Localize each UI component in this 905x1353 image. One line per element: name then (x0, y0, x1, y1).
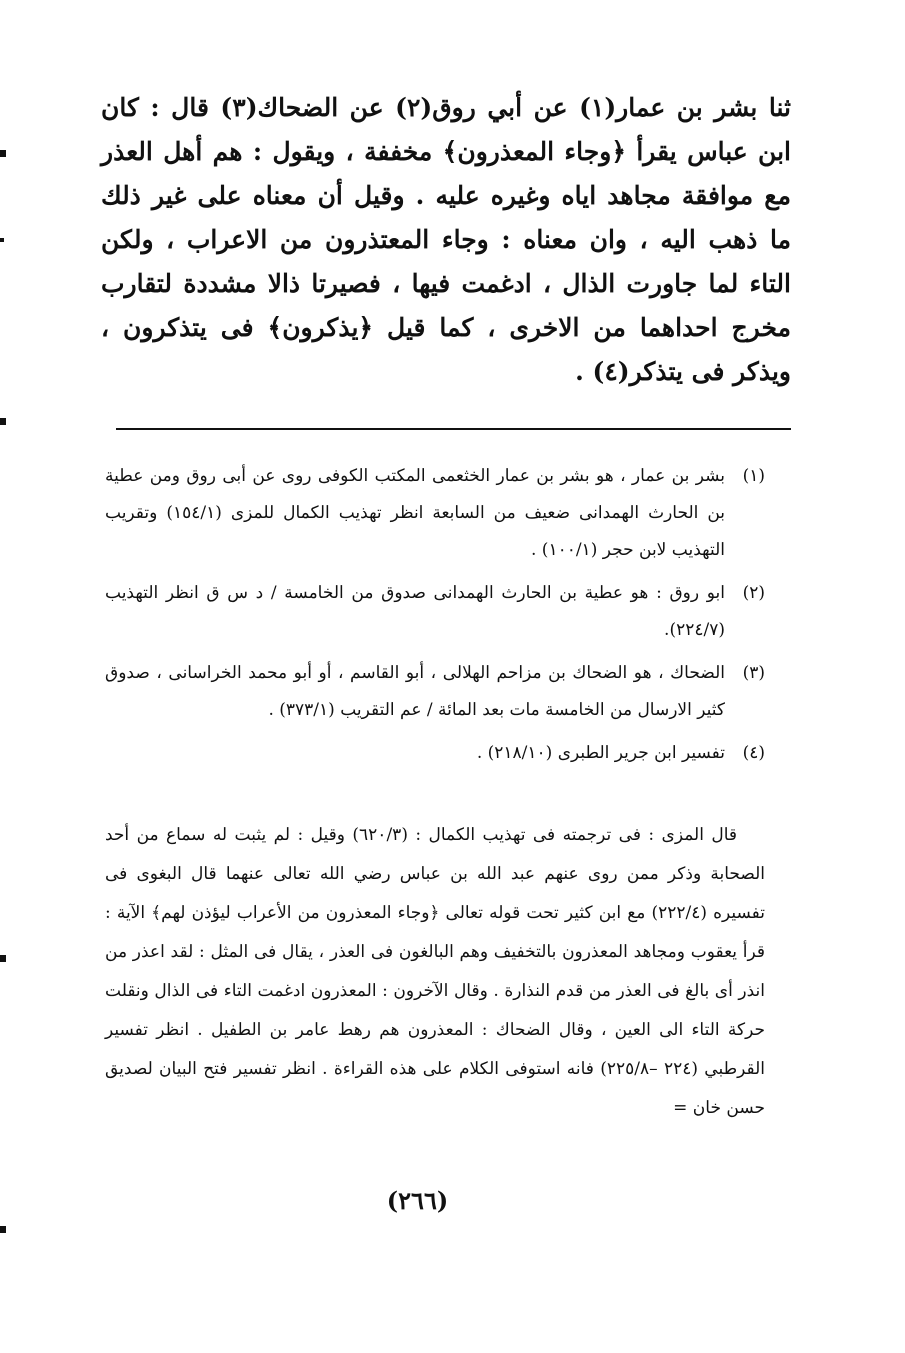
margin-mark (0, 1226, 6, 1233)
footnote-text: ابو روق : هو عطية بن الحارث الهمدانى صدوق من الخامسة / د س ق انظر التهذيب (٢٢٤/٧). (105, 583, 725, 640)
footnote-divider (116, 428, 791, 430)
footnote-number: (٢) (742, 583, 765, 603)
commentary-text: قال المزى : فى ترجمته فى تهذيب الكمال : (٦٢٠/٣) وقيل : لم يثبت له سماع من أحد الصحابة وذكر ممن روى عنهم عبد الله بن عباس رضي الله تعالى عنهما قال البغوى فى تفسيره (٢٢٢/٤) مع ابن كثير تحت قوله تعالى ﴿وجاء المعذرون من الأعراب ليؤذن لهم﴾ الآية : قرأ يعقوب ومجاهد المعذرون بالتخفيف وهم البالغون فى العذر ، يقال فى المثل : لقد اعذر من انذر أى بالغ فى العذر من قدم النذارة . وقال الآخرون : المعذرون ادغمت التاء فى الذال ونقلت حركة التاء الى العين ، وقال الضحاك : المعذرون هم رهط عامر بن الطفيل . انظر تفسير القرطبي (٢٢٤ –٢٢٥/٨) فانه استوفى الكلام على هذه القراءة . انظر تفسير فتح البيان لصديق حسن خان = (105, 825, 766, 1118)
footnote-text: الضحاك ، هو الضحاك بن مزاحم الهلالى ، أبو القاسم ، أو أبو محمد الخراسانى ، صدوق كثير الارسال من الخامسة مات بعد المائة / عم التقريب (٣٧٣/١) . (105, 663, 725, 720)
footnote-4 (105, 735, 765, 772)
page-number: (٢٦٦) (386, 1186, 449, 1215)
margin-mark (0, 150, 6, 157)
commentary (105, 816, 765, 1128)
main-text (101, 86, 791, 394)
margin-mark (0, 238, 4, 242)
margin-mark (0, 418, 6, 425)
footnote-3 (105, 655, 765, 729)
footnote-2 (105, 575, 765, 649)
margin-mark (0, 955, 6, 962)
footnote-number: (٤) (742, 743, 765, 763)
main-paragraph: ثنا بشر بن عمار(١) عن أبي روق(٢) عن الضحاك(٣) قال : كان ابن عباس يقرأ ﴿وجاء المعذرون﴾ مخففة ، ويقول : هم أهل العذر مع موافقة مجاهد اياه وغيره عليه . وقيل أن معناه على غير ذلك ما ذهب اليه ، وان معناه : وجاء المعتذرون من الاعراب ، ولكن التاء لما جاورت الذال ، ادغمت فيها ، فصيرتا ذالا مشددة لتقارب مخرج احداهما من الاخرى ، كما قيل ﴿يذكرون﴾ فى يتذكرون ، ويذكر فى يتذكر(٤) . (101, 93, 791, 386)
footnote-1 (105, 458, 765, 569)
footnote-text: بشر بن عمار ، هو بشر بن عمار الخثعمى المكتب الكوفى روى عن أبى روق ومن عطية بن الحارث الهمدانى ضعيف من السابعة انظر تهذيب الكمال للمزى (١٥٤/١) وتقريب التهذيب لابن حجر (١٠٠/١) . (105, 466, 725, 560)
footnote-text: تفسير ابن جرير الطبرى (٢١٨/١٠) . (476, 743, 725, 763)
footnotes (105, 458, 765, 778)
footnote-number: (١) (742, 466, 765, 486)
footnote-number: (٣) (742, 663, 765, 683)
